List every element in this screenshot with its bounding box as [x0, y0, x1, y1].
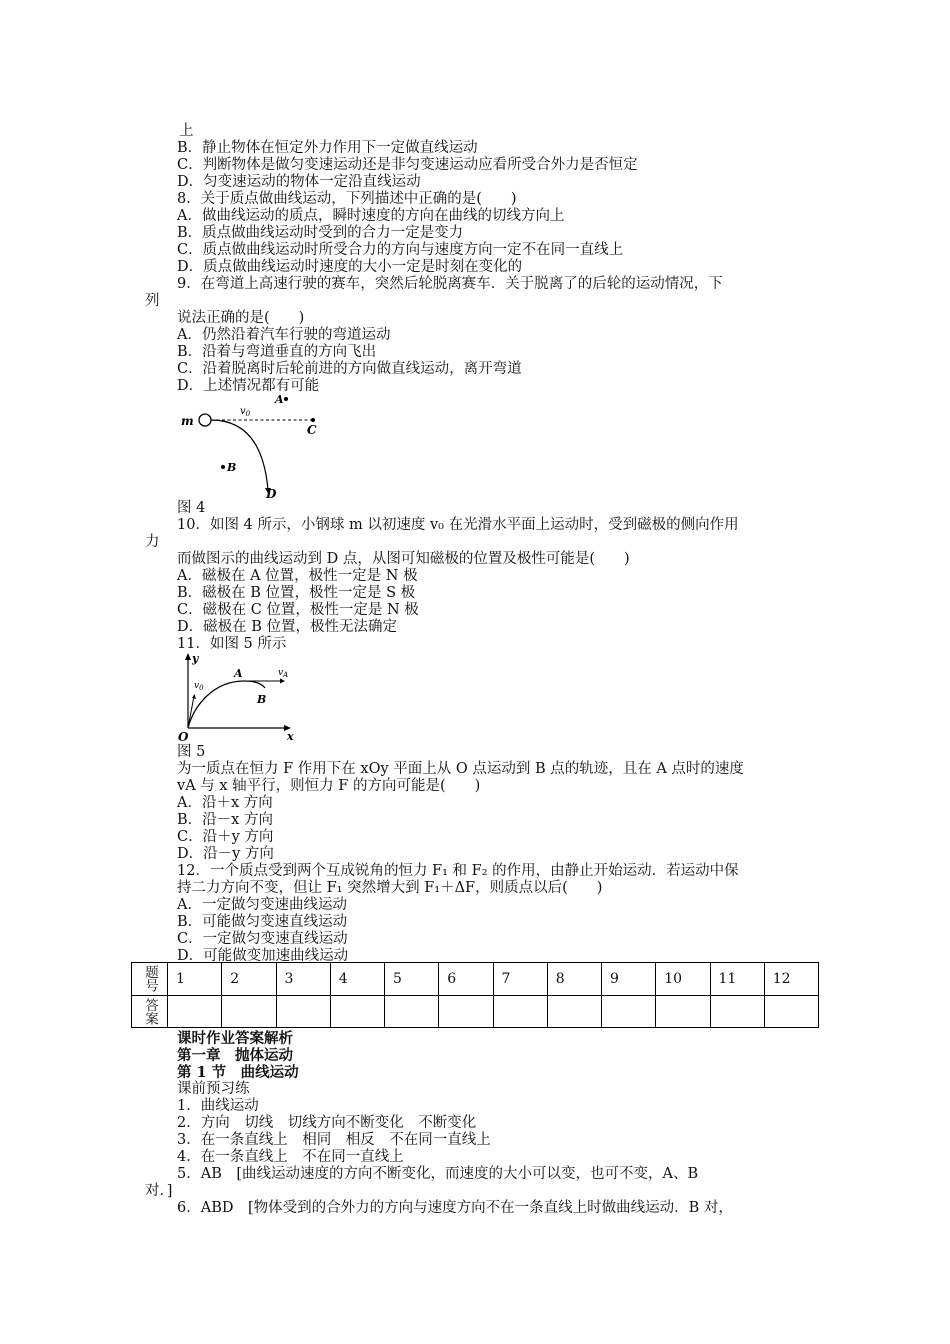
question-number-cell: 12 — [764, 963, 818, 996]
question-number-cell: 5 — [385, 963, 439, 996]
option-d: D．上述情况都有可能 — [177, 378, 320, 394]
label-x: x — [287, 730, 294, 742]
curved-trajectory — [211, 420, 268, 490]
point-b-dot — [221, 465, 225, 469]
label-c: C — [307, 423, 317, 437]
answer-cell[interactable] — [656, 995, 710, 1028]
answer-cell[interactable] — [602, 995, 656, 1028]
text-line: 而做图示的曲线运动到 D 点，从图可知磁极的位置及极性可能是( ) — [177, 551, 630, 567]
subsection-heading: 课前预习练 — [177, 1081, 250, 1097]
question-8: 8．关于质点做曲线运动，下列描述中正确的是( ) — [177, 191, 517, 207]
option-c: C．质点做曲线运动时所受合力的方向与速度方向一定不在同一直线上 — [177, 242, 624, 258]
question-number-cell: 6 — [439, 963, 493, 996]
option-d: D．质点做曲线运动时速度的大小一定是时刻在变化的 — [177, 259, 523, 275]
answer-cell[interactable] — [330, 995, 384, 1028]
text-line: vA 与 x 轴平行，则恒力 F 的方向可能是( ) — [177, 778, 481, 794]
label-va: $v_A$ — [278, 668, 289, 679]
question-11: 11．如图 5 所示 — [177, 636, 287, 652]
answer-cell[interactable] — [168, 995, 222, 1028]
y-axis-arrowhead — [185, 653, 191, 660]
option-b: B．可能做匀变速直线运动 — [177, 914, 348, 930]
label-v0: $v_0$ — [240, 406, 251, 418]
label-a: A — [234, 667, 243, 680]
question-number-cell: 3 — [276, 963, 330, 996]
option-c: C．沿＋y 方向 — [177, 829, 274, 845]
option-c: C．磁极在 C 位置，极性一定是 N 极 — [177, 602, 419, 618]
answer-cell[interactable] — [222, 995, 276, 1028]
option-a: A．仍然沿着汽车行驶的弯道运动 — [177, 327, 391, 343]
text-line: 上 — [179, 123, 194, 139]
option-c: C．沿着脱离时后轮前进的方向做直线运动，离开弯道 — [177, 361, 522, 377]
answer-line: 3．在一条直线上 相同 相反 不在同一直线上 — [177, 1132, 491, 1148]
point-a-dot — [284, 397, 288, 401]
figure-5-diagram — [174, 650, 299, 742]
question-number-cell: 10 — [656, 963, 710, 996]
section-heading: 第 1 节 曲线运动 — [177, 1064, 299, 1081]
answer-cell[interactable] — [439, 995, 493, 1028]
va-arrowhead — [280, 679, 285, 684]
option-d: D．可能做变加速曲线运动 — [177, 948, 349, 964]
text-line: 为一质点在恒力 F 作用下在 xOy 平面上从 O 点运动到 B 点的轨迹，且在 A 点时的速度 — [177, 761, 744, 777]
question-12: 12．一个质点受到两个互成锐角的恒力 F₁ 和 F₂ 的作用，由静止开始运动．若运动中保 — [177, 863, 739, 879]
question-number-cell: 2 — [222, 963, 276, 996]
question-number-cell: 7 — [493, 963, 547, 996]
question-number-cell: 4 — [330, 963, 384, 996]
question-10: 10．如图 4 所示，小钢球 m 以初速度 v₀ 在光滑水平面上运动时，受到磁极的侧向作用 — [177, 517, 739, 533]
text-line: 持二力方向不变，但让 F₁ 突然增大到 F₁＋ΔF，则质点以后( ) — [177, 880, 603, 896]
option-b: B．沿－x 方向 — [177, 812, 273, 828]
answer-table — [131, 962, 819, 1028]
answer-line: 2．方向 切线 切线方向不断变化 不断变化 — [177, 1115, 477, 1131]
option-a: A．沿＋x 方向 — [177, 795, 273, 811]
chapter-heading: 第一章 抛体运动 — [177, 1047, 293, 1064]
label-b: B — [227, 461, 237, 474]
option-a: A．磁极在 A 位置，极性一定是 N 极 — [177, 568, 418, 584]
option-d: D．匀变速运动的物体一定沿直线运动 — [177, 174, 421, 190]
option-b: B．磁极在 B 位置，极性一定是 S 极 — [177, 585, 416, 601]
figure-5-caption: 图 5 — [177, 744, 206, 760]
question-number-cell: 9 — [602, 963, 656, 996]
steel-ball — [199, 414, 211, 426]
answer-cell[interactable] — [276, 995, 330, 1028]
answer-cell[interactable] — [385, 995, 439, 1028]
answer-cell[interactable] — [547, 995, 601, 1028]
table-header-cell: 答案 — [132, 995, 168, 1028]
text-line: 说法正确的是( ) — [177, 310, 305, 326]
label-o: O — [178, 730, 189, 742]
answer-line: 对．] — [145, 1183, 173, 1199]
option-c: C．一定做匀变速直线运动 — [177, 931, 348, 947]
point-c-dot — [311, 418, 315, 422]
answer-line: 1．曲线运动 — [177, 1098, 259, 1114]
option-b: B．质点做曲线运动时受到的合力一定是变力 — [177, 225, 464, 241]
text-line: 力 — [145, 534, 160, 550]
option-a: A．一定做匀变速曲线运动 — [177, 897, 347, 913]
answers-title: 课时作业答案解析 — [177, 1030, 293, 1047]
label-a: A — [275, 393, 284, 406]
option-c: C．判断物体是做匀变速运动还是非匀变速运动应看所受合外力是否恒定 — [177, 157, 638, 173]
text-line: 列 — [145, 293, 160, 309]
answer-cell[interactable] — [764, 995, 818, 1028]
label-d: D — [266, 487, 277, 501]
question-number-cell: 1 — [168, 963, 222, 996]
answer-line: 4．在一条直线上 不在同一直线上 — [177, 1149, 404, 1165]
question-9: 9．在弯道上高速行驶的赛车，突然后轮脱离赛车．关于脱离了的后轮的运动情况，下 — [177, 276, 723, 292]
label-b: B — [257, 693, 267, 706]
question-number-cell: 11 — [710, 963, 764, 996]
figure-4-caption: 图 4 — [177, 500, 206, 516]
answer-line: 5．AB [曲线运动速度的方向不断变化，而速度的大小可以变，也可不变，A、B — [177, 1166, 699, 1182]
option-d: D．磁极在 B 位置，极性无法确定 — [177, 619, 397, 635]
v0-arrow — [188, 696, 194, 728]
v0-arrowhead — [192, 694, 196, 699]
label-v0: $v_0$ — [194, 681, 204, 692]
table-header-cell: 题号 — [132, 963, 168, 996]
option-b: B．沿着与弯道垂直的方向飞出 — [177, 344, 377, 360]
option-a: A．做曲线运动的质点，瞬时速度的方向在曲线的切线方向上 — [177, 208, 565, 224]
table-row — [132, 963, 819, 996]
option-b: B．静止物体在恒定外力作用下一定做直线运动 — [177, 140, 478, 156]
figure-4-diagram — [176, 392, 326, 502]
label-m: m — [181, 414, 194, 428]
answer-cell[interactable] — [710, 995, 764, 1028]
question-number-cell: 8 — [547, 963, 601, 996]
option-d: D．沿－y 方向 — [177, 846, 274, 862]
table-row — [132, 995, 819, 1028]
answer-cell[interactable] — [493, 995, 547, 1028]
label-y: y — [192, 652, 199, 665]
answer-line: 6．ABD [物体受到的合外力的方向与速度方向不在一条直线上时做曲线运动．B 对， — [177, 1200, 733, 1216]
